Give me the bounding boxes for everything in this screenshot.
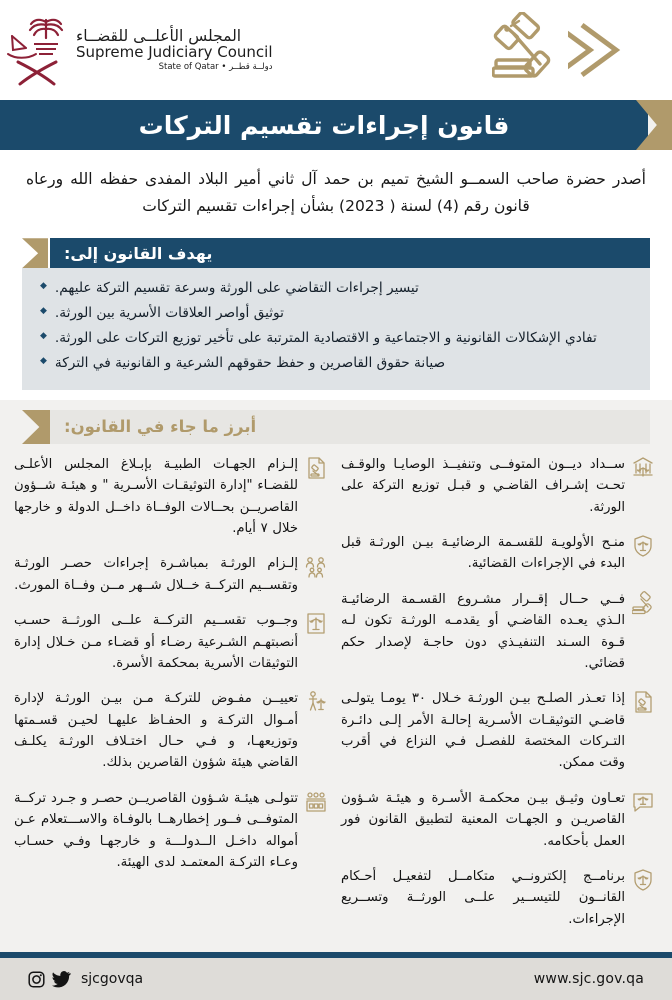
highlight-text: إذا تعـذر الصلـح بيـن الورثـة خـلال ٣٠ يومـا يتولـى قاضـي التوثيقـات الأسـرية إحالـة الأمر إلـى دائـرة التـركات المختصة للفصـل فـي النزاع في أقرب وقت ممكن.: [341, 691, 625, 771]
highlight-text: فــي حــال إقــرار مشـروع القسـمة الرضائيـة الـذي يعـده القاضـي أو يقدمـه الورثـة تكون لـه قـوة السـند التنفيـذي دون حاجـة لإصدار حكم قضائي.: [341, 591, 625, 671]
shield-scales-icon: [632, 534, 654, 558]
diamond-bullet-icon: ◆: [40, 306, 47, 317]
objectives-arrow-icon: [22, 238, 48, 268]
highlight-text: منـح الأولويـة للقسـمة الرضائيـة بيـن الورثـة قبل البدء في الإجراءات القضائية.: [341, 535, 625, 572]
highlight-text: إلـزام الورثـة بمباشـرة إجراءات حصـر الورثـة وتقســيم التركــة خــلال شــهر مــن وفــاة المورث.: [14, 556, 298, 593]
document-scales-icon: [305, 612, 327, 636]
objectives-list: [40, 278, 634, 375]
chevrons-icon: [568, 15, 654, 85]
list-item: [14, 553, 327, 596]
qatar-emblem-icon: [6, 14, 68, 86]
diamond-bullet-icon: ◆: [40, 331, 47, 342]
objectives-heading: يهدف القانون إلى:: [64, 243, 213, 263]
diamond-bullet-icon: ◆: [40, 281, 47, 292]
courthouse-scales-icon: [632, 456, 654, 480]
header-decorations: [490, 12, 654, 88]
scales-chat-icon: [632, 790, 654, 814]
highlight-text: برنامــج إلكترونــي متكامــل لتفعيـل أحـكام القانــون للتيســير علــى الورثــة وتســريع الإجراءات.: [341, 868, 625, 927]
document-gavel-icon: [305, 456, 327, 480]
highlights-columns: [0, 448, 672, 944]
intro-paragraph: أصدر حضرة صاحب السمــو الشيخ تميم بن حمد آل ثاني أمير البلاد المفدى حفظه الله ورعاه قانون رقم (4) لسنة ( 2023) بشأن إجراءات تقسيم التركات: [0, 150, 672, 236]
objective-text: تيسير إجراءات التقاضي على الورثة وسرعة تقسيم التركة عليهم.: [54, 280, 419, 297]
social-links[interactable]: [28, 971, 143, 988]
list-item: [341, 454, 654, 518]
social-handle[interactable]: sjcgovqa: [81, 971, 144, 987]
page-title: قانون إجراءات تقسيم التركات: [138, 110, 510, 140]
objective-text: صيانة حقوق القاصرين و حفظ حقوقهم الشرعية و القانونية في التركة: [54, 355, 446, 372]
highlights-heading: أبرز ما جاء في القانون:: [64, 417, 257, 437]
list-item: [40, 353, 634, 375]
objectives-body: [22, 268, 650, 390]
list-item: [341, 866, 654, 930]
list-item: [14, 688, 327, 774]
highlight-text: ســداد ديــون المتوفــى وتنفيــذ الوصايـا والوقـف تحـت إشـراف القاضـي و قبـل توزيع التركة على الورثة.: [341, 456, 625, 515]
highlights-left-column: [341, 454, 654, 944]
instagram-icon[interactable]: [28, 971, 45, 988]
list-item: [341, 688, 654, 774]
objective-text: تفادي الإشكالات القانونية و الاجتماعية و الاقتصادية المترتبة على تأخير توزيع التركات على الورثة.: [54, 330, 597, 347]
website-url[interactable]: www.sjc.gov.qa: [533, 971, 644, 987]
title-banner: [0, 100, 672, 150]
highlight-text: تعييــن مفـوض للتركـة مـن بيـن الورثـة لإدارة أمـوال التركـة و الحفـاظ عليهـا لحيـن قسـمتها وتوزيعهـا، و فـي حـال اختـلاف الورثـة يكلـف القاضي هيئة شؤون القاصرين بذلك.: [14, 691, 298, 771]
highlight-text: تتولـى هيئـة شـؤون القاصريــن حصـر و جـرد تركــة المتوفــى فــور إخطارهــا بالوفـاة والاســـتعلام عـن أمواله داخـل الــدولـــة و خارجهـا وفـي حسـاب وعـاء التركـة المعتمـد لدى الهيئة.: [14, 790, 298, 870]
page-footer: [0, 958, 672, 1000]
twitter-icon[interactable]: [52, 971, 71, 988]
shield-scales-icon: [632, 868, 654, 892]
person-scales-icon: [305, 690, 327, 714]
page-header: [0, 0, 672, 100]
list-item: [14, 788, 327, 874]
list-item: [40, 328, 634, 350]
objectives-header-bar: [50, 238, 650, 268]
title-banner-bar: [0, 100, 648, 150]
list-item: [341, 788, 654, 852]
objectives-section: [0, 236, 672, 400]
gavel-icon: [492, 12, 558, 88]
logo-arabic-name: المجلس الأعلــى للقضــاء: [76, 27, 242, 46]
logo-text-block: [76, 28, 273, 72]
gavel-outline-icon: [632, 591, 654, 615]
list-item: [40, 278, 634, 300]
logo-subtitle: State of Qatar • دولــة قطــر: [158, 62, 273, 73]
list-item: [341, 589, 654, 675]
objective-text: توثيق أواصر العلاقات الأسرية بين الورثة.: [54, 305, 284, 322]
list-item: [40, 303, 634, 325]
highlights-arrow-icon: [22, 410, 50, 444]
highlight-text: تعـاون وثيـق بيـن محكمـة الأسـرة و هيئـة شـؤون القاصريـن و الجهـات المعنية لتطبيق القانون فور العمل بأحكامه.: [341, 790, 625, 849]
logo-english-name: Supreme Judiciary Council: [76, 43, 273, 62]
sjc-logo: [0, 14, 273, 86]
diamond-bullet-icon: ◆: [40, 356, 47, 367]
list-item: [341, 532, 654, 575]
vault-safe-icon: [305, 790, 327, 814]
highlights-header-row: [22, 410, 650, 444]
document-gavel-icon: [632, 690, 654, 714]
highlight-text: وجــوب تقســيم التركــة علــى الورثــة حسـب أنصبتهـم الشـرعية رضـاء أو قضـاء مـن خـلال إدارة التوثيقات الأسرية بمحكمة الأسرة.: [14, 613, 298, 671]
list-item: [14, 610, 327, 674]
family-group-icon: [305, 555, 327, 579]
highlight-text: إلـزام الجهـات الطبيـة بإبـلاغ المجلس الأعلـى للقضـاء "إدارة التوثيقـات الأسـرية " و هيئـة شــؤون القاصريــن بحــالات الوفــاة داخــل الدولة و خارجها خلال ٧ أيام.: [14, 456, 298, 537]
list-item: [14, 454, 327, 540]
highlights-right-column: [14, 454, 327, 944]
highlights-header-bar: [50, 410, 650, 444]
objectives-header-row: [22, 238, 650, 268]
